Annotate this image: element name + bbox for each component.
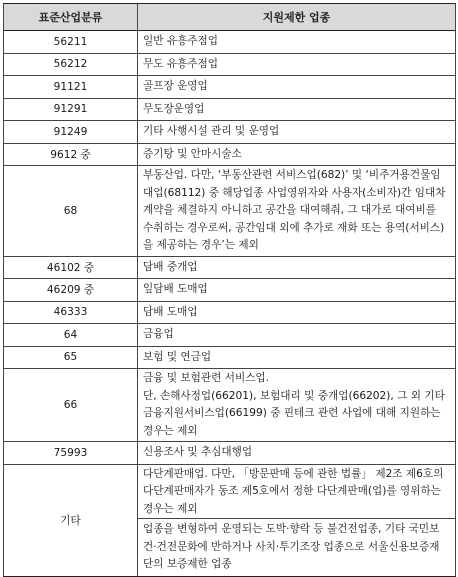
industry-code: 64 — [4, 324, 138, 347]
description-text: 무도장운영업 — [143, 102, 205, 115]
table-row — [4, 166, 456, 257]
industry-code: 46333 — [4, 301, 138, 324]
industry-code: 56211 — [4, 31, 138, 54]
description-text: 기타 사행시설 관리 및 운영업 — [143, 125, 280, 137]
description-text: 골프장 운영업 — [143, 80, 208, 92]
industry-description — [138, 143, 456, 166]
industry-description — [138, 369, 456, 442]
industry-description — [138, 53, 456, 76]
description-text: 일반 유흥주점업 — [143, 35, 219, 47]
description-text: 업종을 변형하여 운영되는 도박·향락 등 불건전업종, 기타 국민보건·건전문화에 반하거나 사치·투기조장 업종으로 서울신용보증재단의 보증제한 업종 — [138, 518, 455, 575]
description-text: 부동산업. 다만, ‘부동산관련 서비스업(682)’ 및 ‘비주거용건물임대업(68112) 중 해당업종 사업영위자와 사용자(소비자)간 임대차계약을 체결하지 아니하고 공간을 대여해줘, 그 대가로 대여비를 수취하는 경우로써, 공간임대 외에 추가로 재화 또는 용역(서비스)을 제공하는 경우’는 제외 — [143, 169, 446, 251]
description-text: 단, 손해사정업(66201), 보험대리 및 중개업(66202), 그 외 기타 금융지원서비스업(66199) 중 핀테크 관련 사업에 대해 지원하는 경우는 제외 — [143, 389, 445, 437]
description-text: 잎담배 도매업 — [143, 283, 208, 295]
industry-description — [138, 98, 456, 121]
description-text: 무도 유흥주점업 — [143, 57, 219, 70]
header-restricted-industry: 지원제한 업종 — [138, 4, 456, 31]
industry-code: 75993 — [4, 442, 138, 465]
table-row — [4, 369, 456, 442]
industry-description — [138, 324, 456, 347]
industry-code: 68 — [4, 166, 138, 257]
description-text: 신용조사 및 추심대행업 — [143, 446, 253, 458]
table-row — [4, 256, 456, 279]
table-row — [4, 31, 456, 54]
industry-description — [138, 279, 456, 302]
table-row — [4, 464, 456, 576]
industry-description — [138, 301, 456, 324]
industry-code: 9612 중 — [4, 143, 138, 166]
industry-description — [138, 121, 456, 144]
table-row — [4, 279, 456, 302]
industry-description — [138, 166, 456, 257]
industry-code: 91121 — [4, 76, 138, 99]
table-row — [4, 346, 456, 369]
industry-description — [138, 31, 456, 54]
table-row — [4, 121, 456, 144]
industry-description — [138, 76, 456, 99]
industry-code: 66 — [4, 369, 138, 442]
description-text: 다단계판매업. 다만, 「방문판매 등에 관한 법률」 제2조 제6호의 다단계판매자가 동조 제5호에서 정한 다단계판매(업)를 영위하는 경우는 제외 — [143, 467, 444, 515]
table-row — [4, 76, 456, 99]
table-row — [4, 98, 456, 121]
header-industry-code: 표준산업분류 — [4, 4, 138, 31]
description-text: 보험 및 연금업 — [143, 350, 212, 363]
industry-code: 65 — [4, 346, 138, 369]
table-row — [4, 442, 456, 465]
industry-description — [138, 346, 456, 369]
description-text: 담배 중개업 — [143, 260, 198, 273]
description-text: 증기탕 및 안마시술소 — [143, 147, 242, 160]
table-body — [4, 31, 456, 577]
industry-code: 91291 — [4, 98, 138, 121]
industry-code: 46102 중 — [4, 256, 138, 279]
table-row — [4, 301, 456, 324]
description-text: 금융 및 보험관련 서비스업. — [143, 372, 270, 384]
industry-code: 46209 중 — [4, 279, 138, 302]
industry-code: 기타 — [4, 464, 138, 576]
table-row — [4, 53, 456, 76]
industry-code: 56212 — [4, 53, 138, 76]
table-row — [4, 324, 456, 347]
table-header — [4, 4, 456, 31]
industry-description — [138, 256, 456, 279]
description-text: 금융업 — [143, 328, 174, 340]
industry-code: 91249 — [4, 121, 138, 144]
description-text: 담배 도매업 — [143, 305, 198, 318]
industry-description — [138, 464, 456, 576]
restricted-industries-table — [3, 3, 456, 577]
table-row — [4, 143, 456, 166]
industry-description — [138, 442, 456, 465]
